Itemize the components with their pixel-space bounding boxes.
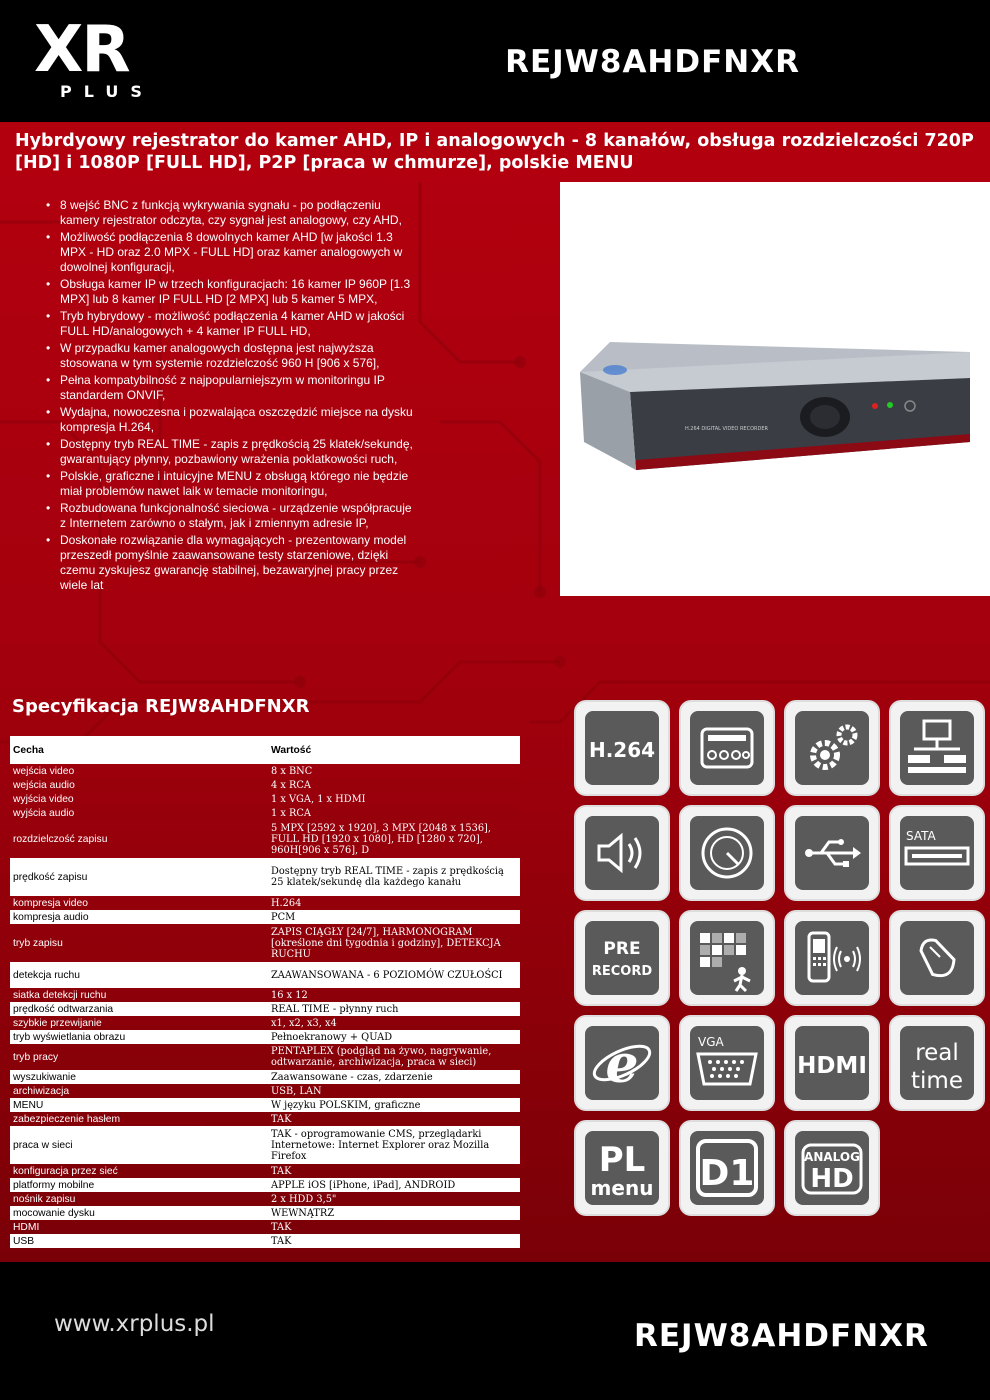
table-row [10,1084,520,1098]
spec-key: konfiguracja przez sieć [13,1165,118,1177]
spec-key: detekcja ruchu [10,962,268,988]
usb-icon [784,805,880,901]
pre-record-icon-tile [585,921,659,995]
list-item: • Obsługa kamer IP w trzech konfiguracjach: 16 kamer IP 960P [1.3 MPX] lub 8 kamer IP FULL HD [2 MPX] lub 5 kamer 5 MPX, [44,277,414,307]
list-item: • Rozbudowana funkcjonalność sieciowa - urządzenie współpracuje z Internetem zarówno o stałym, jak i zmiennym adresie IP, [44,501,414,531]
dvr-device-image [570,342,980,472]
svg-text:real: real [915,1040,959,1066]
list-item: • Dostępny tryb REAL TIME - zapis z prędkością 25 klatek/sekundę, gwarantujący płynny, pozbawiony wrażenia poklatkowości ruch, [44,437,414,467]
spec-key: wyjścia video [13,793,74,805]
spec-value: APPLE iOS [iPhone, iPad], ANDROID [268,1178,520,1192]
spec-value: 16 x 12 [271,989,308,1001]
vga-port-icon [679,1015,775,1111]
internet-explorer-icon-tile [585,1026,659,1100]
svg-text:HDMI: HDMI [797,1053,867,1079]
product-photo [560,182,990,596]
spec-value: Dostępny tryb REAL TIME - zapis z prędkością 25 klatek/sekundę dla każdego kanału [268,858,520,896]
table-row [10,910,520,924]
h264-icon-tile [585,711,659,785]
spec-key: mocowanie dysku [10,1206,268,1220]
table-row [10,896,520,910]
spec-value: TAK [271,1221,292,1233]
spec-key: MENU [10,1098,268,1112]
svg-text:HD: HD [810,1164,854,1194]
table-row [10,1030,520,1044]
hdmi-icon-tile [795,1026,869,1100]
table-row [10,1098,520,1112]
table-row [10,778,520,792]
list-item: • Wydajna, nowoczesna i pozwalająca oszczędzić miejsce na dysku kompresja H.264, [44,405,414,435]
motion-grid-icon [679,910,775,1006]
table-row [10,1002,520,1016]
model-title-top: REJW8AHDFNXR [505,44,800,80]
spec-key: tryb wyświetlania obrazu [10,1030,268,1044]
spec-value: PCM [268,910,520,924]
svg-text:e: e [605,1034,639,1095]
spec-value: USB, LAN [271,1085,322,1097]
list-item: • 8 wejść BNC z funkcją wykrywania sygnału - po podłączeniu kamery rejestrator odczyta, czy sygnał jest analogowy, czy AHD, [44,198,414,228]
table-row [10,858,520,896]
table-row [10,764,520,778]
svg-text:menu: menu [590,1176,654,1200]
spec-key: nośnik zapisu [13,1193,76,1205]
analog-hd-icon-tile [795,1131,869,1205]
list-item: • Doskonałe rozwiązanie dla wymagających - prezentowany model przeszedł pomyślnie zaawansowane testy starzeniowe, dzięki czemu zyskujesz gwarancję stabilnej, bezawaryjnej pracy przez wiele lat [44,533,414,593]
internet-explorer-icon [574,1015,670,1111]
spec-key: wejścia video [13,765,75,777]
d1-icon [679,1120,775,1216]
spec-table [10,736,520,1248]
column-header-feature: Cecha [10,736,268,764]
spec-key: kompresja audio [10,910,268,924]
spec-key: wejścia audio [10,778,268,792]
product-headline: Hybrdyowy rejestrator do kamer AHD, IP i analogowych - 8 kanałów, obsługa rozdzielczości 720P [HD] i 1080P [FULL HD], P2P [praca w chmurze], polskie MENU [15,131,974,173]
spec-key: szybkie przewijanie [13,1017,102,1029]
model-title-bottom: REJW8AHDFNXR [634,1318,929,1354]
mobile-phone-icon [784,910,880,1006]
spec-key: rozdzielczość zapisu [13,833,108,845]
spec-value: 1 x RCA [268,806,520,820]
sata-drive-icon-tile [900,816,974,890]
svg-text:D1: D1 [699,1153,755,1194]
ptz-rotation-icon-tile [690,816,764,890]
spec-key: praca w sieci [10,1126,268,1164]
spec-value: 4 x RCA [268,778,520,792]
list-item: • W przypadku kamer analogowych dostępna jest najwyższa stosowana w tym systemie rozdzielczość 960 H [906 x 576], [44,341,414,371]
dvr-label: H.264 DIGITAL VIDEO RECORDER [685,426,768,432]
spec-key: wyszukiwanie [10,1070,268,1084]
spec-value: 5 MPX [2592 x 1920], 3 MPX [2048 x 1536], FULL HD [1920 x 1080], HD [1280 x 720], 960H[906 x 576], D [271,822,491,856]
spec-title: Specyfikacja REJW8AHDFNXR [12,696,310,717]
spec-key: platformy mobilne [10,1178,268,1192]
table-row [10,1192,520,1206]
website-url: www.xrplus.pl [54,1311,215,1337]
remote-control-icon-tile [690,711,764,785]
table-row [10,1016,520,1030]
spec-value: TAK [271,1165,292,1177]
settings-gears-icon-tile [795,711,869,785]
logo-main-text: XR [34,13,129,87]
xr-plus-logo [30,13,170,102]
table-header-row [10,736,520,764]
table-row [10,988,520,1002]
spec-value: TAK [271,1113,292,1125]
spec-value: TAK - oprogramowanie CMS, przeglądarki Internetowe: Internet Explorer oraz Mozilla Firefox [268,1126,520,1164]
mouse-icon-tile [900,921,974,995]
table-row [10,1220,520,1234]
spec-value: WEWNĄTRZ [268,1206,520,1220]
settings-gears-icon [784,700,880,796]
svg-text:PL: PL [598,1140,646,1180]
svg-text:time: time [911,1068,963,1094]
spec-value: 2 x HDD 3,5" [271,1193,337,1205]
page-header [0,0,990,122]
spec-key: USB [10,1234,268,1248]
spec-key: tryb pracy [13,1051,59,1063]
spec-value: ZAPIS CIĄGŁY [24/7], HARMONOGRAM [określone dni tygodnia i godziny], DETEKCJA RUCHU [271,926,501,960]
spec-key: kompresja video [13,897,88,909]
table-row [10,1044,520,1070]
spec-value: Pełnoekranowy + QUAD [268,1030,520,1044]
spec-value: W języku POLSKIM, graficzne [268,1098,520,1112]
spec-key: HDMI [13,1221,40,1233]
pl-menu-icon-tile [585,1131,659,1205]
spec-key: wyjścia audio [10,806,268,820]
feature-list [44,198,414,595]
svg-text:H.264: H.264 [588,738,656,762]
logo-sub-text: PLUS [60,82,154,101]
table-row [10,1070,520,1084]
network-icon-tile [900,711,974,785]
spec-value: H.264 [271,897,302,909]
svg-text:PRE: PRE [603,939,641,959]
pre-record-icon [574,910,670,1006]
table-row [10,1112,520,1126]
spec-value: PENTAPLEX (podgląd na żywo, nagrywanie, odtwarzanie, archiwizacja, praca w sieci) [271,1046,492,1068]
list-item: • Tryb hybrydowy - możliwość podłączenia 4 kamer AHD w jakości FULL HD/analogowych + 4 kamer IP FULL HD, [44,309,414,339]
list-item: • Możliwość podłączenia 8 dowolnych kamer AHD [w jakości 1.3 MPX - HD oraz 2.0 MPX - FULL HD] oraz kamer analogowych w dowolnej konfiguracji, [44,230,414,275]
pl-menu-icon [574,1120,670,1216]
spec-value: 8 x BNC [271,765,313,777]
spec-value: x1, x2, x3, x4 [271,1017,337,1029]
network-icon [889,700,985,796]
table-row [10,1234,520,1248]
table-row [10,1164,520,1178]
spec-key: zabezpieczenie hasłem [13,1113,121,1125]
real-time-icon [889,1015,985,1111]
spec-key: prędkość zapisu [10,858,268,896]
audio-speaker-icon [574,805,670,901]
table-row [10,806,520,820]
audio-speaker-icon-tile [585,816,659,890]
spec-value: Zaawansowane - czas, zdarzenie [268,1070,520,1084]
spec-value: ZAAWANSOWANA - 6 POZIOMÓW CZUŁOŚCI [268,962,520,988]
vga-port-icon-tile [690,1026,764,1100]
spec-key: tryb zapisu [13,937,63,949]
table-row [10,924,520,962]
page-footer [0,1262,990,1400]
d1-icon-tile [690,1131,764,1205]
table-row [10,1206,520,1220]
main-panel [0,122,990,1262]
real-time-icon-tile [900,1026,974,1100]
spec-key: siatka detekcji ruchu [13,989,107,1001]
analog-hd-icon [784,1120,880,1216]
sata-drive-icon [889,805,985,901]
spec-value: 1 x VGA, 1 x HDMI [271,793,366,805]
mobile-phone-icon-tile [795,921,869,995]
h264-icon [574,700,670,796]
table-row [10,820,520,858]
spec-value: TAK [268,1234,520,1248]
svg-text:RECORD: RECORD [591,964,653,979]
hdmi-icon [784,1015,880,1111]
usb-icon-tile [795,816,869,890]
spec-key: archiwizacja [13,1085,70,1097]
remote-control-icon [679,700,775,796]
ptz-rotation-icon [679,805,775,901]
spec-key: prędkość odtwarzania [10,1002,268,1016]
column-header-value: Wartość [268,736,520,764]
mouse-icon [889,910,985,1006]
list-item: • Pełna kompatybilność z najpopularniejszym w monitoringu IP standardem ONVIF, [44,373,414,403]
list-item: • Polskie, graficzne i intuicyjne MENU z obsługą którego nie będzie miał problemów nawet laik w temacie monitoringu, [44,469,414,499]
spec-value: REAL TIME - płynny ruch [268,1002,520,1016]
table-row [10,1178,520,1192]
table-row [10,962,520,988]
motion-grid-icon-tile [690,921,764,995]
svg-text:VGA: VGA [698,1035,724,1049]
svg-text:SATA: SATA [906,829,936,843]
svg-text:ANALOG: ANALOG [804,1150,860,1164]
table-row [10,792,520,806]
table-row [10,1126,520,1164]
